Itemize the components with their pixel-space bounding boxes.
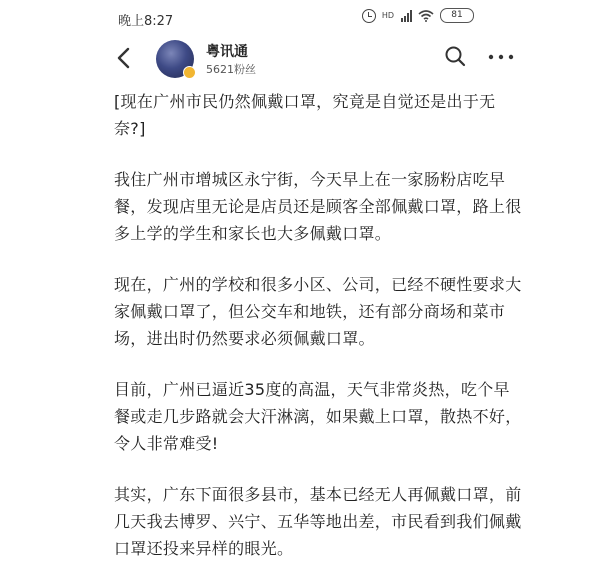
more-options-icon[interactable] — [488, 54, 514, 60]
article-paragraph: 其实，广东下面很多县市，基本已经无人再佩戴口罩，前几天我去博罗、兴宁、五华等地出差，市民看到我们佩戴口罩还投来异样的眼光。 — [114, 485, 522, 558]
account-name[interactable]: 粤讯通 — [206, 44, 248, 60]
battery-icon: 81 — [440, 8, 474, 23]
status-bar — [70, 0, 530, 36]
status-time: 晚上8:27 — [118, 14, 174, 29]
follower-count: 5621粉丝 — [206, 63, 256, 76]
article-paragraph: 现在，广州的学校和很多小区、公司，已经不硬性要求大家佩戴口罩了，但公交车和地铁，还有部分商场和菜市场，进出时仍然要求必须佩戴口罩。 — [114, 275, 522, 348]
article-header — [70, 36, 530, 80]
search-icon[interactable] — [444, 45, 466, 67]
alarm-clock-icon — [362, 9, 376, 23]
wifi-icon — [418, 10, 434, 22]
article-paragraph: 我住广州市增城区永宁街，今天早上在一家肠粉店吃早餐，发现店里无论是店员还是顾客全部佩戴口罩，路上很多上学的学生和家长也大多佩戴口罩。 — [114, 170, 522, 243]
article-headline: [现在广州市民仍然佩戴口罩，究竟是自觉还是出于无奈?] — [114, 92, 496, 138]
status-icons — [362, 8, 474, 23]
verified-badge-icon — [183, 66, 196, 79]
phone-screen — [70, 0, 530, 581]
avatar[interactable] — [156, 40, 194, 78]
signal-label: HD — [381, 11, 394, 20]
article-paragraph: 目前，广州已逼近35度的高温，天气非常炎热，吃个早餐或走几步路就会大汗淋漓，如果戴上口罩，散热不好，令人非常难受! — [114, 380, 522, 453]
cellular-signal-icon — [401, 10, 412, 22]
back-arrow-icon[interactable] — [114, 46, 134, 70]
article-body — [114, 88, 524, 581]
